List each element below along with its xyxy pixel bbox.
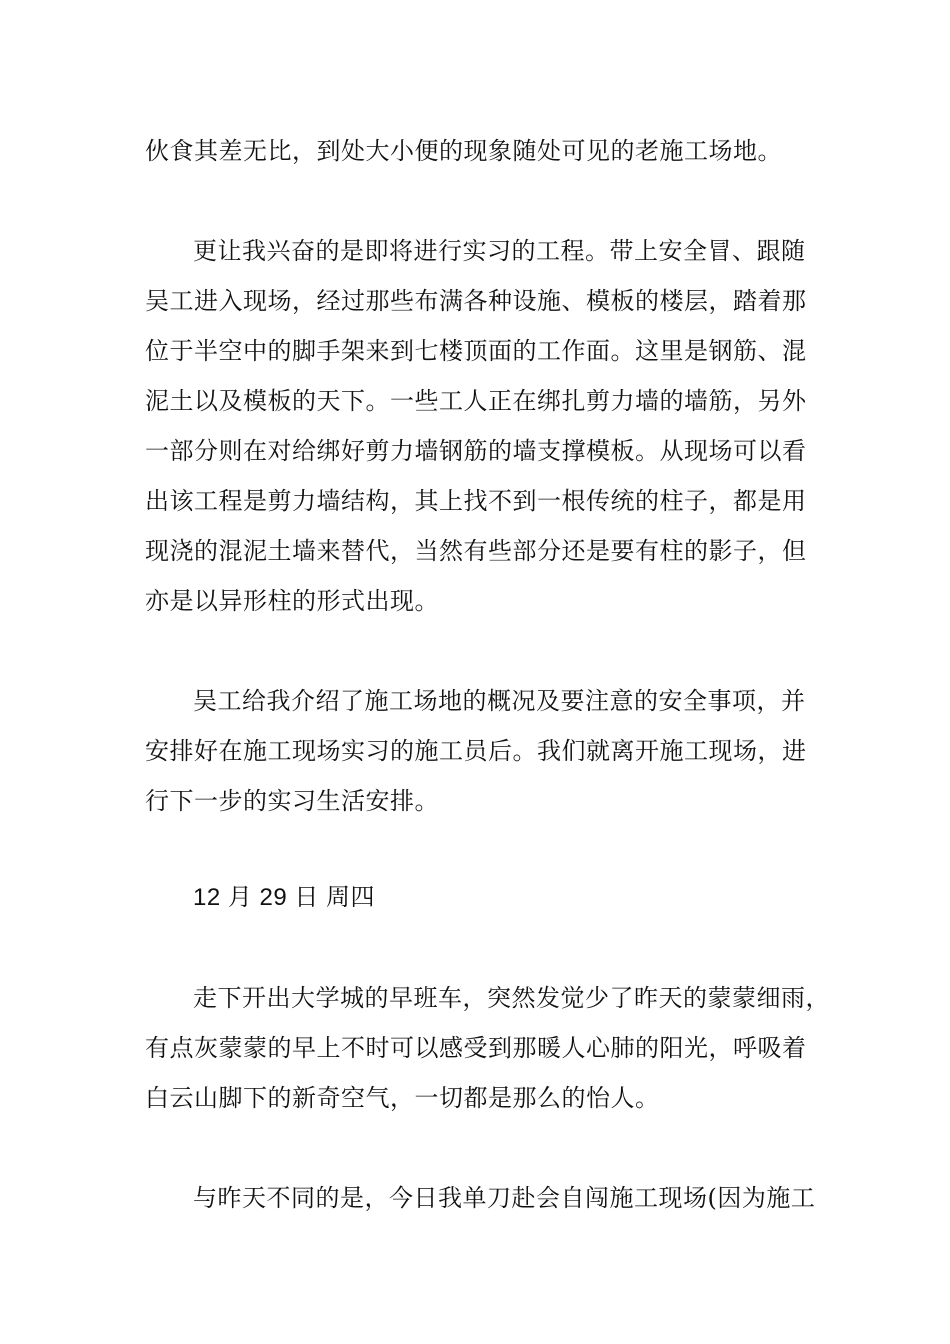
paragraph-2-line-6: 出该工程是剪力墙结构，其上找不到一根传统的柱子，都是用 bbox=[145, 487, 807, 515]
paragraph-2-line-5: 一部分则在对给绑好剪力墙钢筋的墙支撑模板。从现场可以看 bbox=[145, 437, 807, 465]
paragraph-2-line-8: 亦是以异形柱的形式出现。 bbox=[145, 587, 439, 615]
paragraph-2-line-4: 泥土以及模板的天下。一些工人正在绑扎剪力墙的墙筋，另外 bbox=[145, 387, 807, 415]
paragraph-4-line-1: 走下开出大学城的早班车，突然发觉少了昨天的蒙蒙细雨， bbox=[193, 984, 830, 1012]
paragraph-4-line-2: 有点灰蒙蒙的早上不时可以感受到那暖人心肺的阳光，呼吸着 bbox=[145, 1034, 807, 1062]
paragraph-2-line-1: 更让我兴奋的是即将进行实习的工程。带上安全冒、跟随 bbox=[193, 237, 806, 265]
paragraph-4-line-3: 白云山脚下的新奇空气，一切都是那么的怡人。 bbox=[145, 1084, 660, 1112]
paragraph-5-line-1: 与昨天不同的是，今日我单刀赴会自闯施工现场(因为施工 bbox=[193, 1184, 816, 1212]
paragraph-3-line-2: 安排好在施工现场实习的施工员后。我们就离开施工现场，进 bbox=[145, 737, 807, 765]
paragraph-1-line-1: 伙食其差无比，到处大小便的现象随处可见的老施工场地。 bbox=[145, 137, 782, 165]
paragraph-3-line-3: 行下一步的实习生活安排。 bbox=[145, 787, 439, 815]
paragraph-2-line-7: 现浇的混泥土墙来替代，当然有些部分还是要有柱的影子，但 bbox=[145, 537, 807, 565]
paragraph-2-line-3: 位于半空中的脚手架来到七楼顶面的工作面。这里是钢筋、混 bbox=[145, 337, 807, 365]
date-heading: 12 月 29 日 周四 bbox=[193, 884, 376, 911]
paragraph-2-line-2: 吴工进入现场，经过那些布满各种设施、模板的楼层，踏着那 bbox=[145, 287, 807, 315]
paragraph-3-line-1: 吴工给我介绍了施工场地的概况及要注意的安全事项，并 bbox=[193, 687, 806, 715]
